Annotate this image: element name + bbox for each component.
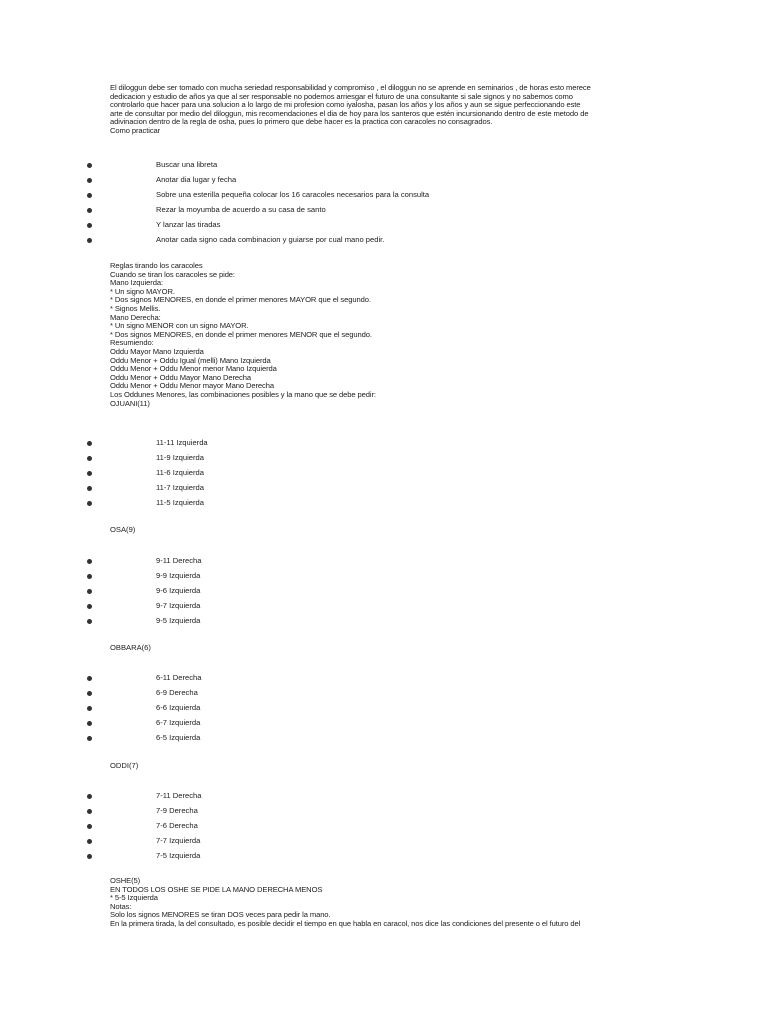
bullet-icon (87, 721, 92, 726)
rules-line: Oddu Menor + Oddu Igual (melli) Mano Izquierda (110, 356, 271, 365)
list-item: 7-5 Izquierda (0, 851, 768, 866)
bullet-icon (87, 691, 92, 696)
rules-line: Oddu Menor + Oddu Menor menor Mano Izquierda (110, 365, 277, 374)
list-item: 9-5 Izquierda (0, 616, 768, 631)
rules-line: Oddu Mayor Mano Izquierda (110, 347, 204, 356)
list-item: 9-7 Izquierda (0, 601, 768, 616)
bullet-icon (87, 456, 92, 461)
intro-line: controlarlo que hacer para una solucion a lo largo de mi profesion como iyalosha, pasan los años y los años y aun se sigue perfeccionando este (110, 101, 581, 110)
rules-line: Mano Izquierda: (110, 279, 163, 288)
bullet-icon (87, 839, 92, 844)
rules-line: Los Oddunes Menores, las combinaciones posibles y la mano que se debe pedir: (110, 390, 376, 399)
osa-heading: OSA(9) (110, 525, 136, 534)
list-item: 11-7 Izquierda (0, 483, 768, 498)
list-item: Buscar una libreta (0, 160, 768, 175)
list-item: 6-7 Izquierda (0, 718, 768, 733)
oshe-line: Notas: (110, 902, 132, 911)
rules-line: Resumiendo: (110, 339, 154, 348)
oshe-line: EN TODOS LOS OSHE SE PIDE LA MANO DERECHA MENOS (110, 885, 323, 894)
bullet-icon (87, 501, 92, 506)
bullet-icon (87, 178, 92, 183)
bullet-icon (87, 589, 92, 594)
list-item: 11-6 Izquierda (0, 468, 768, 483)
bullet-icon (87, 824, 92, 829)
list-item: 7-11 Derecha (0, 791, 768, 806)
rules-line: * Signos Mellis. (110, 304, 161, 313)
bullet-icon (87, 809, 92, 814)
intro-line: Como practicar (110, 126, 161, 135)
bullet-icon (87, 619, 92, 624)
bullet-icon (87, 604, 92, 609)
list-item: 6-9 Derecha (0, 688, 768, 703)
bullet-icon (87, 471, 92, 476)
bullet-icon (87, 676, 92, 681)
bullet-icon (87, 574, 92, 579)
oddi-heading: ODDI(7) (110, 761, 139, 770)
intro-line: adivinacion dentro de la regla de osha, pues lo primero que debe hacer es la practica con caracoles no consagrados. (110, 118, 493, 127)
oshe-line: OSHE(5) (110, 877, 141, 885)
list-item: Sobre una esterilla pequeña colocar los 16 caracoles necesarios para la consulta (0, 190, 768, 205)
list-item: Anotar dia lugar y fecha (0, 175, 768, 190)
list-item: 6-11 Derecha (0, 673, 768, 688)
list-item: 9-11 Derecha (0, 556, 768, 571)
rules-line: Reglas tirando los caracoles (110, 262, 203, 270)
bullet-icon (87, 163, 92, 168)
bullet-icon (87, 736, 92, 741)
list-item: Anotar cada signo cada combinacion y guiarse por cual mano pedir. (0, 235, 768, 250)
bullet-icon (87, 854, 92, 859)
bullet-icon (87, 193, 92, 198)
rules-line: Cuando se tiran los caracoles se pide: (110, 270, 235, 279)
bullet-icon (87, 486, 92, 491)
intro-paragraph (110, 84, 658, 136)
rules-line: Oddu Menor + Oddu Mayor Mano Derecha (110, 373, 251, 382)
list-item: Y lanzar las tiradas (0, 220, 768, 235)
practice-steps-list (0, 160, 768, 250)
list-item: 11-5 Izquierda (0, 498, 768, 513)
bullet-icon (87, 238, 92, 243)
intro-line: dedicacion y estudio de años ya que al ser responsable no podemos arriesgar el futuro de una consultante si sale signos y no sabemos como (110, 92, 573, 101)
obbara-list (0, 673, 768, 748)
osa-list (0, 556, 768, 631)
bullet-icon (87, 441, 92, 446)
list-item: 6-5 Izquierda (0, 733, 768, 748)
oshe-paragraph (110, 877, 658, 929)
oshe-line: * 5-5 Izquierda (110, 894, 158, 903)
bullet-icon (87, 794, 92, 799)
list-item: 11-9 Izquierda (0, 453, 768, 468)
rules-line: * Dos signos MENORES, en donde el primer menores MAYOR que el segundo. (110, 296, 371, 305)
ojuani-list (0, 438, 768, 513)
list-item: 6-6 Izquierda (0, 703, 768, 718)
list-item: Rezar la moyumba de acuerdo a su casa de santo (0, 205, 768, 220)
list-item: 7-7 Izquierda (0, 836, 768, 851)
rules-line: Oddu Menor + Oddu Menor mayor Mano Derecha (110, 382, 275, 391)
list-item: 9-6 Izquierda (0, 586, 768, 601)
intro-line: El diloggun debe ser tomado con mucha seriedad responsabilidad y compromiso , el diloggun no se aprende en seminarios , de horas esto merece (110, 84, 591, 92)
list-item: 7-9 Derecha (0, 806, 768, 821)
rules-paragraph (110, 262, 658, 408)
rules-line: * Dos signos MENORES, en donde el primer menores MENOR que el segundo. (110, 330, 372, 339)
rules-line: Mano Derecha: (110, 313, 161, 322)
rules-line: * Un signo MENOR con un signo MAYOR. (110, 322, 249, 331)
bullet-icon (87, 223, 92, 228)
oddi-list (0, 791, 768, 866)
bullet-icon (87, 706, 92, 711)
obbara-heading: OBBARA(6) (110, 643, 151, 652)
list-item: 11-11 Izquierda (0, 438, 768, 453)
rules-line: * Un signo MAYOR. (110, 287, 175, 296)
intro-line: arte de consultar por medio del diloggun, mis recomendaciones el dia de hoy para los santeros que estén incursionando dentro de este metodo de (110, 109, 589, 118)
oshe-line: Solo los signos MENORES se tiran DOS veces para pedir la mano. (110, 911, 331, 920)
rules-line: OJUANI(11) (110, 399, 150, 408)
list-item: 9-9 Izquierda (0, 571, 768, 586)
list-item: 7-6 Derecha (0, 821, 768, 836)
bullet-icon (87, 208, 92, 213)
oshe-line: En la primera tirada, la del consultado, es posible decidir el tiempo en que habla en caracol, nos dice las condiciones del presente o el futuro del (110, 919, 581, 928)
bullet-icon (87, 559, 92, 564)
